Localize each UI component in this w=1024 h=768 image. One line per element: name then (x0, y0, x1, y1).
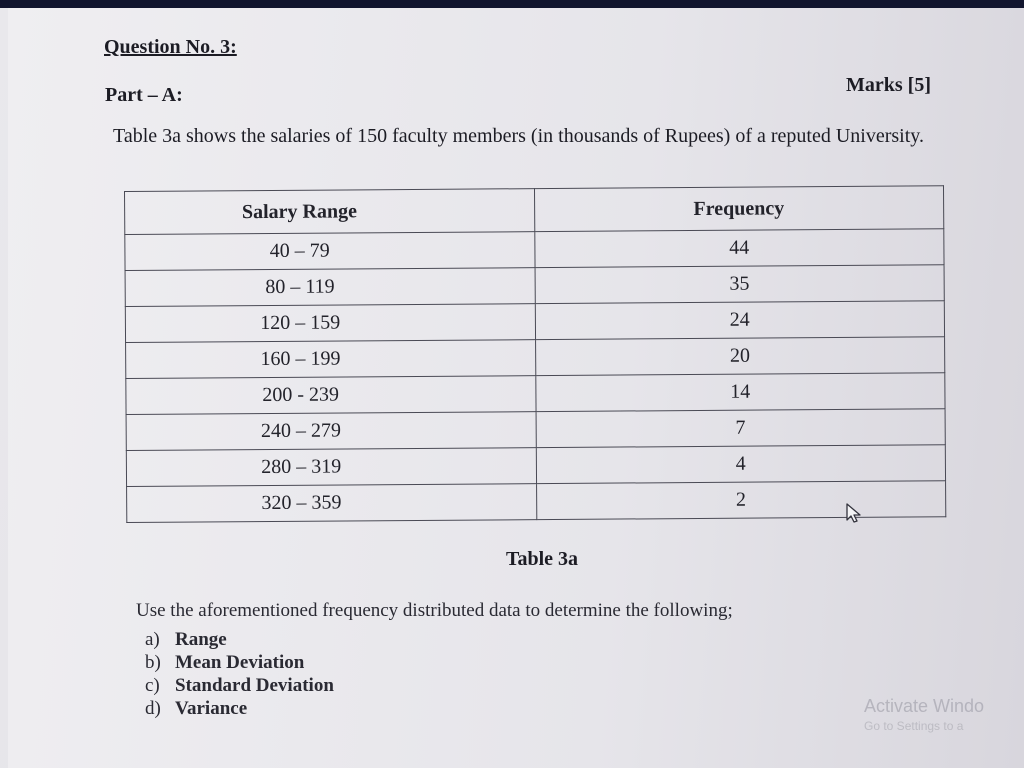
table-caption: Table 3a (506, 548, 579, 570)
list-item (145, 628, 334, 651)
marks-label: Marks [5] (846, 74, 931, 96)
list-item (145, 674, 334, 697)
instructions-text: Use the aforementioned frequency distributed data to determine the following; (136, 600, 733, 621)
cell-frequency: 44 (534, 229, 944, 268)
cell-frequency: 7 (536, 409, 946, 448)
mouse-pointer-icon (845, 502, 865, 524)
cell-range: 200 - 239 (126, 376, 536, 415)
activate-windows-watermark: Activate Windo (864, 696, 985, 716)
cell-range: 40 – 79 (125, 232, 535, 271)
intro-paragraph: Table 3a shows the salaries of 150 faculty members (in thousands of Rupees) of a reputed University. (113, 125, 924, 147)
table-row (125, 265, 944, 307)
list-item (145, 697, 334, 720)
cell-frequency: 2 (536, 481, 946, 520)
item-letter: d) (145, 698, 161, 719)
table-row (126, 337, 945, 379)
part-label: Part – A: (105, 84, 183, 106)
task-list (145, 628, 334, 720)
cell-range: 120 – 159 (125, 304, 535, 343)
table-header-row (125, 186, 944, 235)
cell-frequency: 20 (535, 337, 945, 376)
cell-range: 240 – 279 (126, 412, 536, 451)
item-letter: b) (145, 652, 161, 673)
cell-frequency: 35 (535, 265, 945, 304)
document-page (8, 8, 1024, 768)
table-row (126, 409, 945, 451)
cell-range: 80 – 119 (125, 268, 535, 307)
table-row (126, 373, 945, 415)
cell-range: 280 – 319 (126, 448, 536, 487)
table-row (127, 481, 946, 523)
item-letter: c) (145, 675, 160, 696)
activate-windows-subtext: Go to Settings to a (864, 719, 964, 733)
header-salary-range: Salary Range (125, 189, 535, 235)
header-frequency: Frequency (534, 186, 944, 232)
list-item (145, 651, 334, 674)
table-row (126, 445, 945, 487)
item-label: Range (175, 629, 227, 650)
cell-range: 320 – 359 (127, 484, 537, 523)
cell-frequency: 4 (536, 445, 946, 484)
screen (0, 8, 1024, 768)
salary-table (124, 185, 946, 523)
question-title: Question No. 3: (104, 36, 237, 58)
item-label: Mean Deviation (175, 652, 305, 673)
table-row (125, 229, 944, 271)
item-label: Standard Deviation (175, 675, 334, 696)
cell-range: 160 – 199 (126, 340, 536, 379)
cell-frequency: 24 (535, 301, 945, 340)
item-label: Variance (175, 698, 248, 719)
item-letter: a) (145, 629, 160, 650)
cell-frequency: 14 (535, 373, 945, 412)
table-row (125, 301, 944, 343)
